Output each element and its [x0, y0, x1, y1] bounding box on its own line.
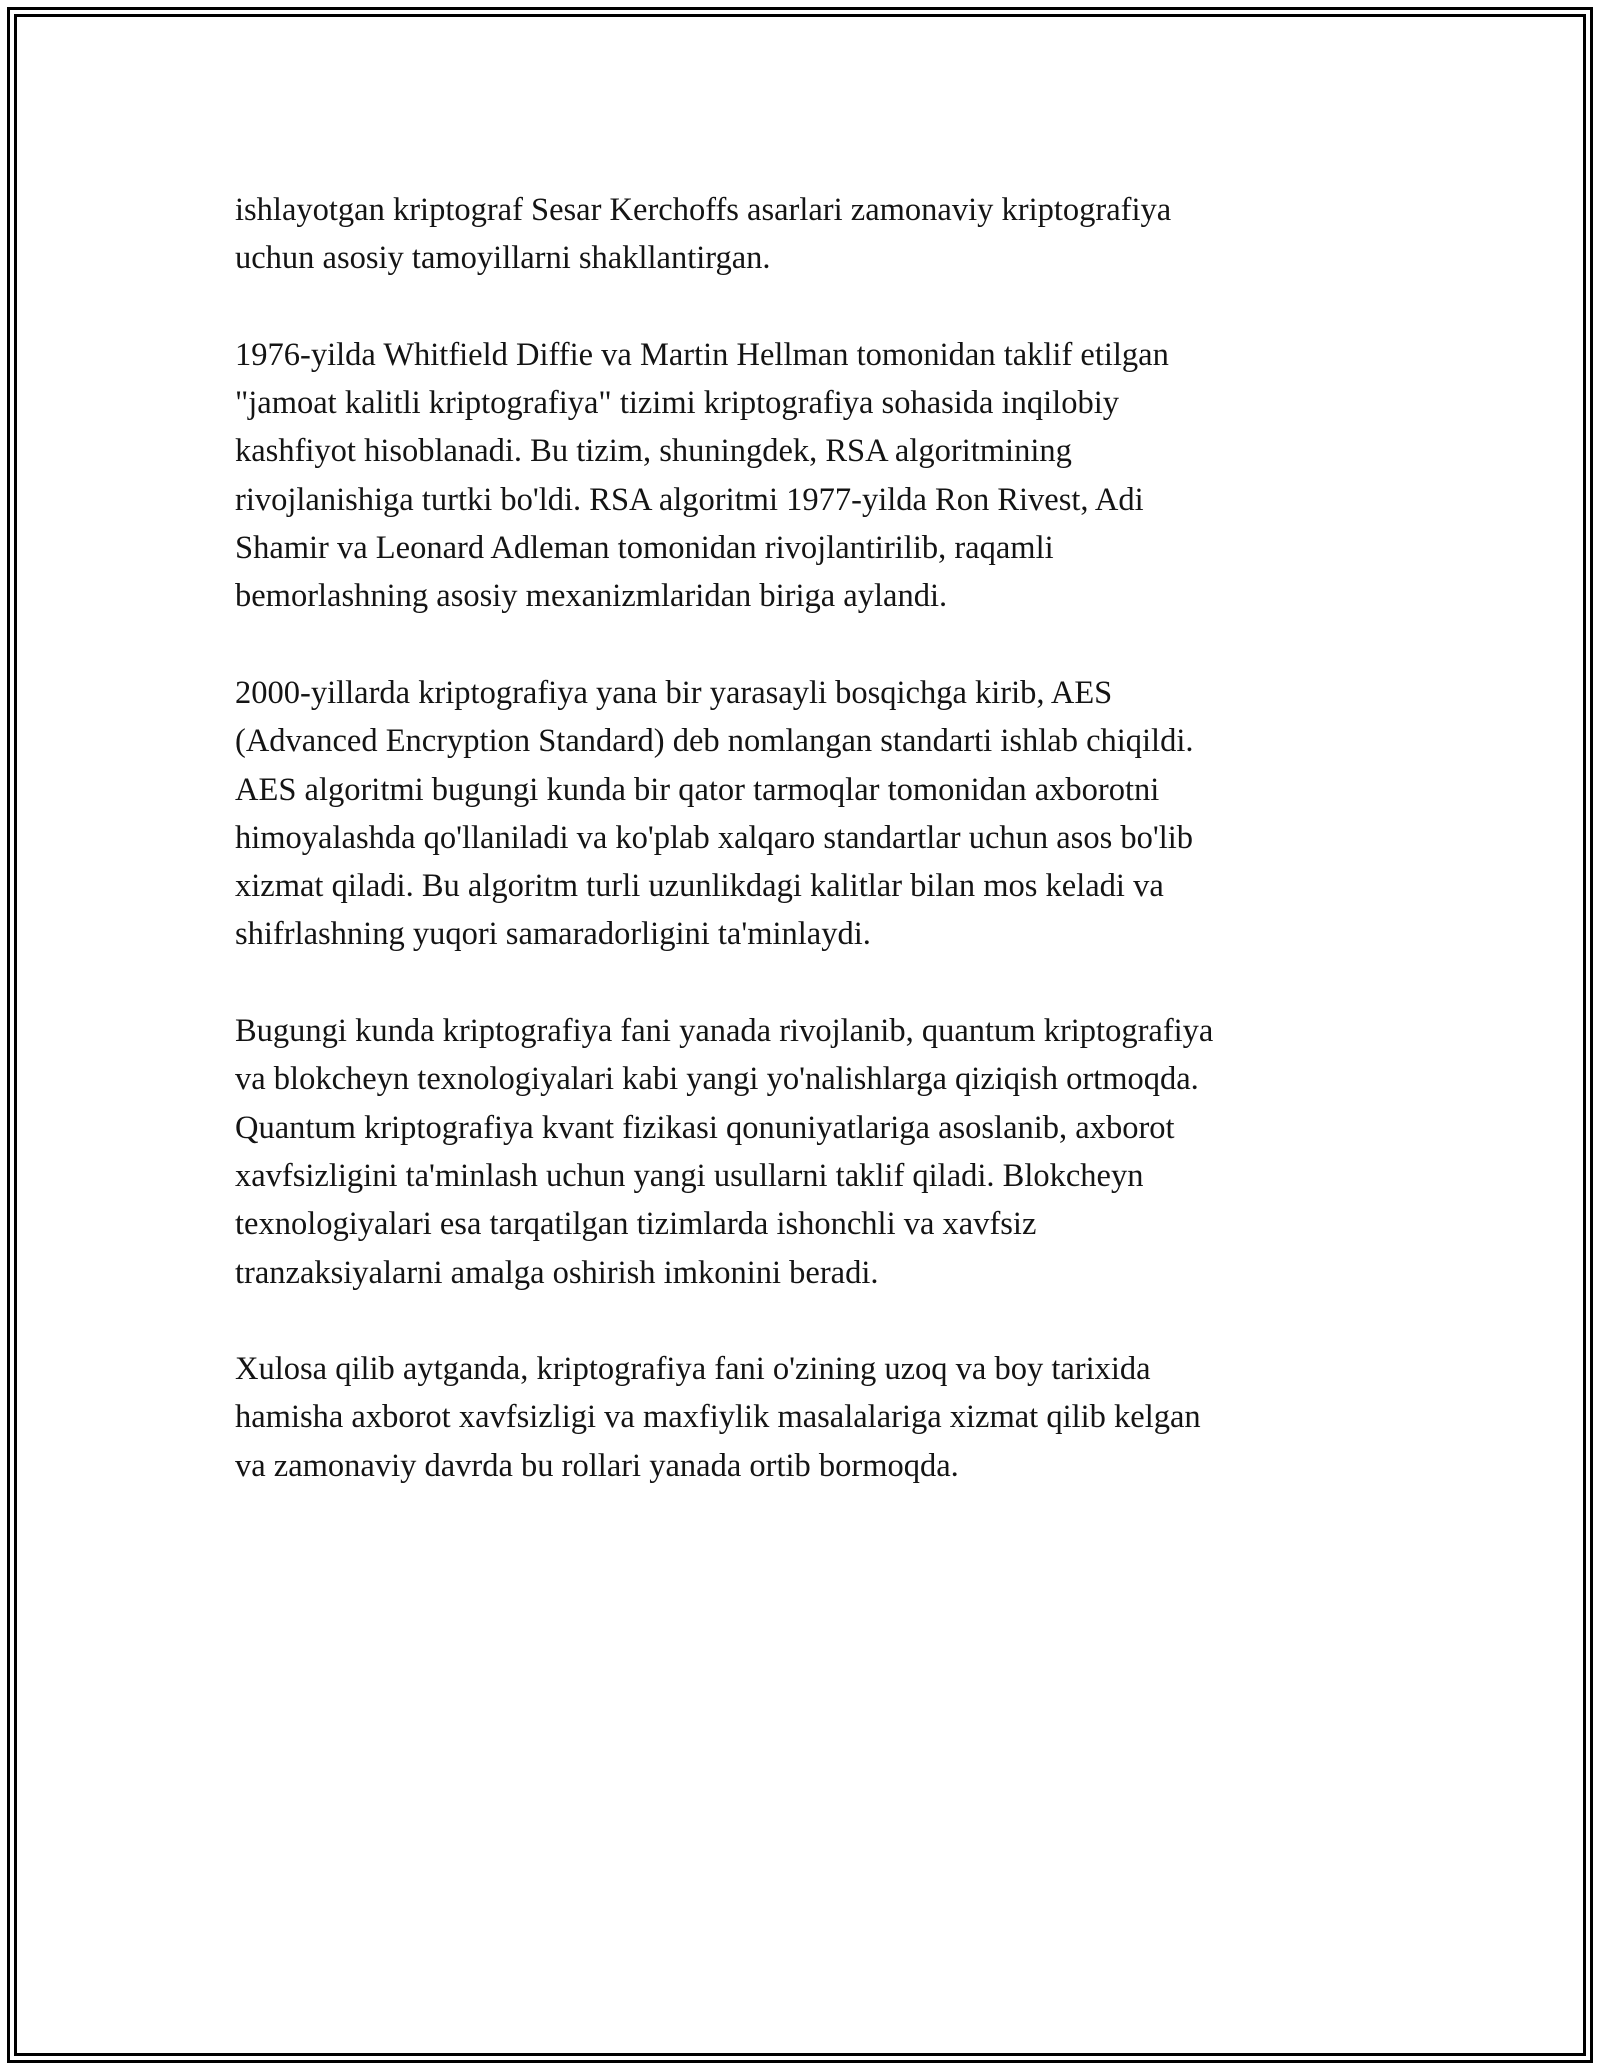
paragraph	[235, 1007, 1375, 1297]
text-line: ishlayotgan kriptograf Sesar Kerchoffs asarlari zamonaviy kriptografiya	[235, 192, 1172, 228]
text-line: Bugungi kunda kriptografiya fani yanada rivojlanib, quantum kriptografiya	[235, 1013, 1214, 1050]
text-line: "jamoat kalitli kriptografiya" tizimi kriptografiya sohasida inqilobiy	[235, 385, 1119, 422]
text-line: himoyalashda qo'llaniladi va ko'plab xalqaro standartlar uchun asos bo'lib	[235, 819, 1194, 856]
text-line: bemorlashning asosiy mexanizmlaridan biriga aylandi.	[235, 578, 948, 615]
text-line: texnologiyalari esa tarqatilgan tizimlarda ishonchli va xavfsiz	[235, 1206, 1037, 1243]
document-body	[235, 186, 1375, 1538]
text-line: hamisha axborot xavfsizligi va maxfiylik masalalariga xizmat qilib kelgan	[235, 1399, 1201, 1436]
paragraph	[235, 186, 1375, 283]
text-line: uchun asosiy tamoyillarni shakllantirgan.	[235, 240, 771, 277]
text-line: tranzaksiyalarni amalga oshirish imkonini beradi.	[235, 1254, 879, 1291]
text-line: rivojlanishiga turtki bo'ldi. RSA algoritmi 1977-yilda Ron Rivest, Adi	[235, 481, 1144, 518]
text-line: 2000-yillarda kriptografiya yana bir yarasayli bosqichga kirib, AES	[235, 674, 1113, 711]
text-line: shifrlashning yuqori samaradorligini ta'minlaydi.	[235, 916, 871, 953]
paragraph	[235, 1345, 1375, 1490]
paragraph	[235, 669, 1375, 959]
text-line: xizmat qiladi. Bu algoritm turli uzunlikdagi kalitlar bilan mos keladi va	[235, 868, 1164, 905]
text-line: (Advanced Encryption Standard) deb nomlangan standarti ishlab chiqildi.	[235, 723, 1194, 760]
text-line: va zamonaviy davrda bu rollari yanada ortib bormoqda.	[235, 1447, 959, 1484]
text-line: va blokcheyn texnologiyalari kabi yangi yo'nalishlarga qiziqish ortmoqda.	[235, 1061, 1199, 1098]
text-line: Xulosa qilib aytganda, kriptografiya fani o'zining uzoq va boy tarixida	[235, 1351, 1151, 1388]
text-line: kashfiyot hisoblanadi. Bu tizim, shuningdek, RSA algoritmining	[235, 433, 1072, 470]
text-line: 1976-yilda Whitfield Diffie va Martin Hellman tomonidan taklif etilgan	[235, 336, 1169, 373]
text-line: xavfsizligini ta'minlash uchun yangi usullarni taklif qiladi. Blokcheyn	[235, 1157, 1144, 1194]
text-line: Quantum kriptografiya kvant fizikasi qonuniyatlariga asoslanib, axborot	[235, 1109, 1175, 1146]
text-line: Shamir va Leonard Adleman tomonidan rivojlantirilib, raqamli	[235, 530, 1054, 567]
paragraph	[235, 331, 1375, 621]
text-line: AES algoritmi bugungi kunda bir qator tarmoqlar tomonidan axborotni	[235, 771, 1160, 808]
